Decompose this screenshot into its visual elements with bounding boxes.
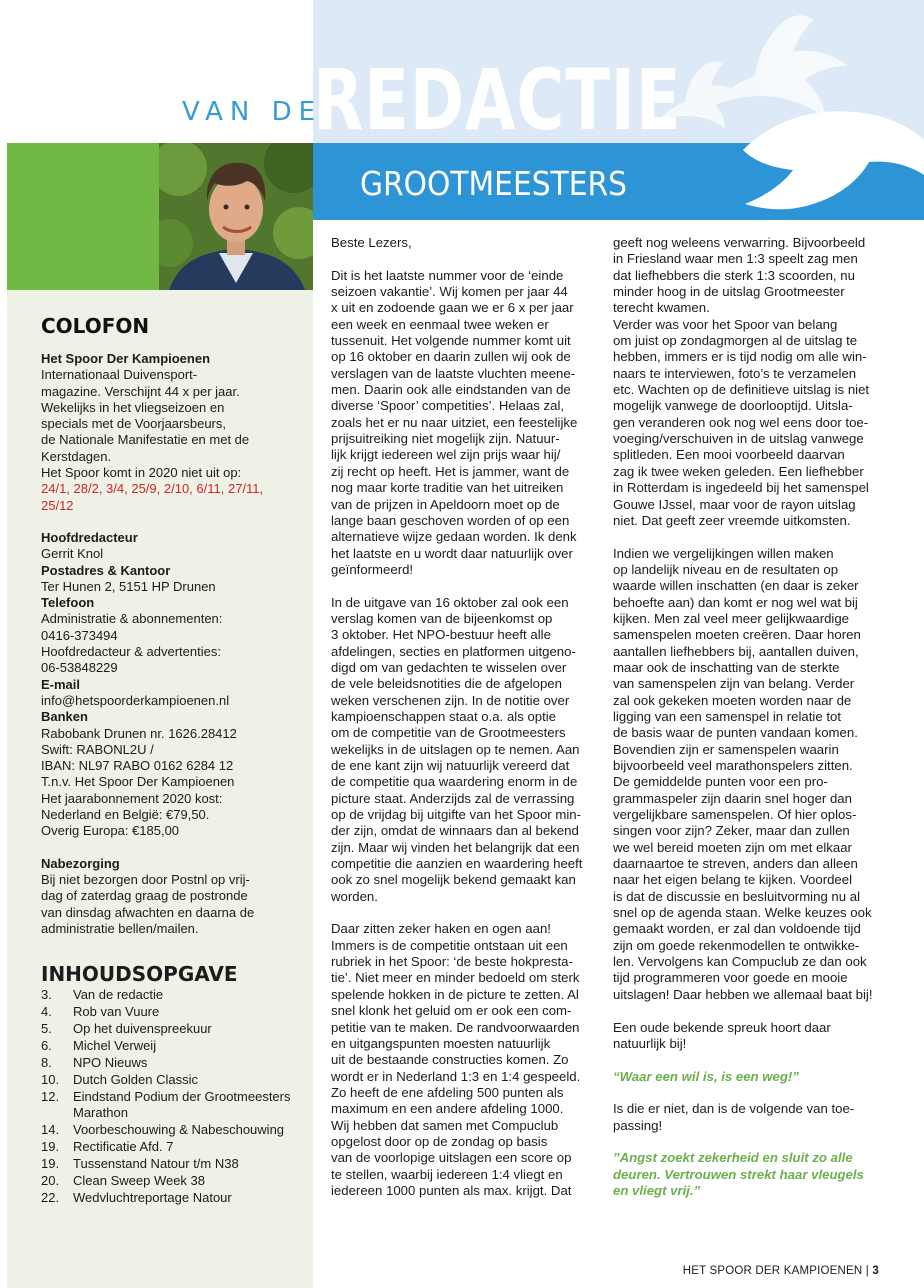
article-line: behoefte aan) dan komt er nog wel wat bij xyxy=(613,594,858,610)
article-line: Bovendien zijn er samenspelen waarin xyxy=(613,741,839,757)
article-line: petitie van te maken. De randvoorwaarden xyxy=(331,1019,580,1035)
article-line: deuren. Vertrouwen strekt haar vleugels xyxy=(613,1166,864,1182)
article-line: zag ik twee weken geleden. Een liefhebber xyxy=(613,463,864,479)
contents-item xyxy=(41,1055,313,1072)
article-line: passing! xyxy=(613,1117,663,1133)
article-paragraph xyxy=(331,595,593,906)
article-line: gen veranderen ook nog wel eens door toe- xyxy=(613,414,869,430)
article-column-2 xyxy=(613,235,875,1216)
article-line: om juist op zondagmorgen al de uitslag te xyxy=(613,333,858,349)
article-line: niet. Dat geeft zeer vreemde uitkomsten. xyxy=(613,512,851,528)
article-line: afdelingen, secties en platformen uitgeno- xyxy=(331,643,576,659)
green-accent-strip xyxy=(7,143,159,220)
footer-magazine-name: HET SPOOR DER KAMPIOENEN xyxy=(682,1265,863,1277)
article-line: In de uitgave van 16 oktober zal ook een xyxy=(331,594,569,610)
article-line: de ene kant zijn wij natuurlijk vereerd dat xyxy=(331,758,570,773)
colofon-description-line: specials met de Voorjaarsbeurs, xyxy=(41,416,226,432)
article-line: bijvoorbeeld veel marathonspelers zitten. xyxy=(613,758,853,773)
article-line: singen voor zijn? Zeker, maar dan zullen xyxy=(613,823,850,839)
article-line: men. Daarin ook alle eindstanden van de xyxy=(331,382,571,398)
article-line: digd om van gedachten te wisselen over xyxy=(331,659,567,675)
article-line: Wij hebben dat samen met Compuclub xyxy=(331,1117,559,1133)
article-line: tie’. Niet meer en minder bedoeld om sterk xyxy=(331,970,580,986)
contents-item xyxy=(41,1122,313,1139)
no-issue-dates: 25/12 xyxy=(41,497,74,513)
contents-item-number: 20. xyxy=(41,1173,60,1189)
article-line: om de competitie van de Grootmeesters xyxy=(331,725,566,741)
article-line: picture staat. Anderzijds zal de verrassing xyxy=(331,790,575,806)
page-footer xyxy=(683,1265,879,1277)
aftercare-line: Bij niet bezorgen door Postnl op vrij- xyxy=(41,871,250,887)
article-line: len. Vervolgens kan Compuclub ze dan ook xyxy=(613,954,867,970)
contents-item-number: 6. xyxy=(41,1037,52,1053)
contents-item-number: 8. xyxy=(41,1054,52,1070)
contents-item-number: 10. xyxy=(41,1071,60,1087)
article-line: samenspelen moeten creëren. Daar horen xyxy=(613,627,861,643)
article-line: van de voorlopige uitslagen een score op xyxy=(331,1150,572,1166)
article-line: geïnformeerd! xyxy=(331,561,414,577)
article-line: mogelijk vanwege de doorlooptijd. Uitsla- xyxy=(613,398,853,414)
contents-item-title: Van de redactie xyxy=(73,987,164,1003)
contents-item-number: 12. xyxy=(41,1088,60,1104)
article-line: lijk krijgt iedereen wel zijn prijs waar hij/ xyxy=(331,447,561,463)
aftercare-line: van dinsdag afwachten en daarna de xyxy=(41,904,255,920)
page-number: 3 xyxy=(872,1265,879,1277)
editor-label: Hoofdredacteur xyxy=(41,529,138,545)
banks-line: Nederland en België: €79,50. xyxy=(41,807,210,823)
article-paragraph xyxy=(331,921,593,1199)
article-line: van de prijzen in Apeldoorn moet op de xyxy=(331,496,560,512)
article-line: terecht kwamen. xyxy=(613,300,710,316)
article-line: seizoen vakantie’. Wij komen per jaar 44 xyxy=(331,284,568,300)
article-line: en vliegt vrij.” xyxy=(613,1182,701,1198)
article-line: en uitgangspunten moesten natuurlijk xyxy=(331,1035,551,1051)
article-line: 3 oktober. Het NPO-bestuur heeft alle xyxy=(331,627,551,643)
article-line: Beste Lezers, xyxy=(331,235,412,250)
article-line: Indien we vergelijkingen willen maken xyxy=(613,545,834,561)
article-line: weken verschenen zijn. In de notitie over xyxy=(331,692,570,708)
article-line: wordt er in Nederland 1:3 en 1:4 gespeeld. xyxy=(331,1068,581,1084)
article-line: “Waar een wil is, is een weg!” xyxy=(613,1068,799,1084)
colofon-description-line: Wekelijks in het vliegseizoen en xyxy=(41,399,225,415)
article-line: de vele beleidsnotities die de afgelopen xyxy=(331,676,562,692)
colofon-description-line: Internationaal Duivensport- xyxy=(41,367,198,383)
contents-item xyxy=(41,987,313,1004)
article-line: De gemiddelde punten voor een pro- xyxy=(613,774,828,790)
article-line: ”Angst zoekt zekerheid en sluit zo alle xyxy=(613,1150,853,1166)
contents-heading: INHOUDSOPGAVE xyxy=(41,962,238,987)
article-line: van samenspelen zijn van belang. Verder xyxy=(613,676,855,692)
article-line: Verder was voor het Spoor van belang xyxy=(613,316,838,332)
banks-line: Overig Europa: €185,00 xyxy=(41,823,180,839)
article-line: daarnaartoe te streven, anders dan alleen xyxy=(613,856,858,872)
article-paragraph xyxy=(331,268,593,579)
contents-item-title: Clean Sweep Week 38 xyxy=(73,1173,206,1189)
article-line: grammaspeler zijn daarin snel hoger dan xyxy=(613,790,852,806)
article-line: prijsuitreiking niet mogelijk zijn. Natuur- xyxy=(331,431,560,447)
editor-name: Gerrit Knol xyxy=(41,546,104,562)
contents-item xyxy=(41,1173,313,1190)
article-line: op landelijk niveau en de resultaten op xyxy=(613,561,839,577)
email-link[interactable]: info@hetspoorderkampioenen.nl xyxy=(41,692,230,708)
header-kicker: VAN DE xyxy=(182,97,323,127)
green-accent-block xyxy=(7,220,159,290)
article-line: verslagen van de laatste vluchten meene- xyxy=(331,365,576,381)
article-line: uitslagen! Daar hebben we allemaal baat bij! xyxy=(613,986,873,1002)
article-line: worden. xyxy=(331,888,378,904)
article-line: snel op de agenda staan. Welke keuzes ook xyxy=(613,905,872,921)
contents-item-title: Tussenstand Natour t/m N38 xyxy=(73,1156,239,1172)
contents-item xyxy=(41,1156,313,1173)
article-line: etc. Wachten op de definitieve uitslag is niet xyxy=(613,382,870,398)
phone-line: Administratie & abonnementen: xyxy=(41,611,223,627)
article-line: minder hoog in de uitslag Grootmeester xyxy=(613,284,845,300)
article-line: waarde willen inschatten (en daar is zeker xyxy=(613,578,859,594)
article-line: tijd programmeren voor goede en mooie xyxy=(613,970,848,986)
article-line: snel klonk het geluid om er ook een com- xyxy=(331,1003,572,1019)
phone-label: Telefoon xyxy=(41,595,95,611)
contents-item-title: Eindstand Podium der Grootmeesters xyxy=(73,1088,291,1104)
article-line: alternatieve wijze gedaan worden. Ik denk xyxy=(331,529,577,545)
contents-item-title: Wedvluchtreportage Natour xyxy=(73,1189,232,1205)
colofon-description-line: de Nationale Manifestatie en met de xyxy=(41,432,250,448)
article-line: spelende hokken in de picture te zetten. Al xyxy=(331,986,579,1002)
contents-item xyxy=(41,1038,313,1055)
article-line: nog maar korte traditie van het uitreiken xyxy=(331,480,564,496)
contents-item-number xyxy=(41,1105,73,1122)
colofon-description-line: Het Spoor komt in 2020 niet uit op: xyxy=(41,465,242,481)
address-label: Postadres & Kantoor xyxy=(41,562,171,578)
article-line: x uit en zodoende gaan we er 6 x per jaar xyxy=(331,300,574,316)
article-title: GROOTMEESTERS xyxy=(360,164,627,203)
contents-item-title: Rob van Vuure xyxy=(73,1004,160,1019)
article-column-1 xyxy=(331,235,593,1216)
contents-item xyxy=(41,1021,313,1038)
article-line: Dit is het laatste nummer voor de ‘einde xyxy=(331,267,564,283)
article-paragraph xyxy=(331,235,593,251)
article-line: voeging/verschuiven in de uitslag vanwege xyxy=(613,431,864,447)
contents-item-title: Voorbeschouwing & Nabeschouwing xyxy=(73,1122,285,1138)
article-line: op de vrijdag bij uitgifte van het Spoor min- xyxy=(331,807,581,823)
article-line: competitie die aanzien en waardering heeft xyxy=(331,856,583,872)
article-line: zijn om goede rekenmodellen te ontwikke- xyxy=(613,937,860,953)
colofon-description-line: magazine. Verschijnt 44 x per jaar. xyxy=(41,383,240,399)
article-line: in Friesland waar men 1:3 speelt zag men xyxy=(613,251,858,267)
article-line: ligging van een samenspel in relatie tot xyxy=(613,708,841,724)
editor-portrait xyxy=(159,143,313,290)
article-line: de competitie qua waardering enorm in de xyxy=(331,774,578,790)
article-line: opgelost door op de zondag op basis xyxy=(331,1133,548,1149)
phone-line: 06-53848229 xyxy=(41,660,118,676)
contents-item-number: 19. xyxy=(41,1139,60,1155)
article-line: zoals het er nu naar uitziet, een feestelijke xyxy=(331,414,578,430)
contents-item xyxy=(41,1139,313,1156)
banks-line: T.n.v. Het Spoor Der Kampioenen xyxy=(41,774,235,790)
contents-list xyxy=(41,987,313,1207)
article-line: dat liefhebbers die sterk 1:3 scoorden, nu xyxy=(613,267,855,283)
article-line: Immers is de competitie ontstaan uit een xyxy=(331,937,568,953)
article-line: Is die er niet, dan is de volgende van toe- xyxy=(613,1101,855,1117)
article-line: op 16 oktober en daarin zullen wij ook de xyxy=(331,349,571,365)
article-line: Daar zitten zeker haken en ogen aan! xyxy=(331,921,551,937)
aftercare-label: Nabezorging xyxy=(41,855,120,871)
phone-line: Hoofdredacteur & advertenties: xyxy=(41,644,221,660)
article-paragraph xyxy=(613,1101,875,1134)
contents-item-title: Marathon xyxy=(73,1105,128,1121)
banks-line: Rabobank Drunen nr. 1626.28412 xyxy=(41,725,237,741)
article-line: kijken. Men zal veel meer gelijkwaardige xyxy=(613,610,850,626)
article-line: tussenuit. Het volgende nummer komt uit xyxy=(331,333,571,349)
contents-item-title: Op het duivenspreekuur xyxy=(73,1020,212,1036)
article-line: Gouwe IJssel, maar voor de rayon uitslag xyxy=(613,496,856,512)
article-line: zij recht op heeft. Het is jammer, want de xyxy=(331,463,570,479)
banks-line: Het jaarabonnement 2020 kost: xyxy=(41,790,223,806)
banks-line: Swift: RABONL2U / xyxy=(41,741,154,757)
article-line: we wel bereid moeten zijn om met elkaar xyxy=(613,839,852,855)
article-line: natuurlijk bij! xyxy=(613,1035,687,1051)
no-issue-dates: 24/1, 28/2, 3/4, 25/9, 2/10, 6/11, 27/11, xyxy=(41,481,264,497)
article-line: der zijn, omdat de winnaars dan al bekend xyxy=(331,823,579,839)
address: Ter Hunen 2, 5151 HP Drunen xyxy=(41,578,216,594)
article-line: aantallen liefhebbers bij, aantallen duiven, xyxy=(613,643,859,659)
article-line: een week en eenmaal twee weken er xyxy=(331,316,549,332)
contents-item xyxy=(41,1190,313,1207)
article-line: diverse ‘Spoor’ competities’. Helaas zal, xyxy=(331,398,565,414)
article-line: iedereen 1000 punten als max. krijgt. Dat xyxy=(331,1182,572,1198)
article-quote xyxy=(613,1150,875,1199)
article-line: vergelijkbare samenspelen. Of hier oplos- xyxy=(613,807,857,823)
article-line: kampioenschappen staat o.a. als optie xyxy=(331,708,557,724)
article-line: rubriek in het Spoor: ‘de beste hokpresta- xyxy=(331,954,573,970)
colofon-sidebar xyxy=(7,290,313,1288)
article-line: naars te interviewen, foto’s te verzamelen xyxy=(613,365,857,381)
article-line: Zo heeft de ene afdeling 500 punten als xyxy=(331,1084,564,1100)
article-line: wekelijks in de uitslagen op te nemen. Aan xyxy=(331,741,580,757)
article-paragraph xyxy=(613,546,875,1004)
article-line: geeft nog weleens verwarring. Bijvoorbeeld xyxy=(613,235,866,250)
contents-item-number: 3. xyxy=(41,987,52,1003)
contents-item-number: 14. xyxy=(41,1122,60,1138)
phone-line: 0416-373494 xyxy=(41,627,118,643)
header-title-text: REDACTIE xyxy=(313,51,682,142)
colofon-description-line: Kerstdagen. xyxy=(41,448,112,464)
article-line: in Rotterdam is ingedeeld bij het samenspel xyxy=(613,480,869,496)
contents-item-title: Dutch Golden Classic xyxy=(73,1071,198,1087)
contents-item-number: 19. xyxy=(41,1156,60,1172)
article-line: Een oude bekende spreuk hoort daar xyxy=(613,1019,831,1035)
article-line: gemaakt worden, er zal dan voldoende tijd xyxy=(613,921,861,937)
article-line: splitleden. Een mooi voorbeeld daarvan xyxy=(613,447,845,463)
footer-separator: | xyxy=(865,1265,869,1277)
article-line: uit de bestaande constructies komen. Zo xyxy=(331,1052,569,1068)
article-line: maximum en een andere afdeling 1000. xyxy=(331,1101,564,1117)
article-line: hebben, immers er is tijd nodig om alle win- xyxy=(613,349,867,365)
article-line: maar ook de inschatting van de sterkte xyxy=(613,659,840,675)
banks-label: Banken xyxy=(41,709,88,725)
article-line: zal ook gekeken moeten worden naar de xyxy=(613,692,852,708)
article-quote xyxy=(613,1069,875,1085)
magazine-name: Het Spoor Der Kampioenen xyxy=(41,351,211,366)
article-paragraph xyxy=(613,1020,875,1053)
contents-item-title: Michel Verweij xyxy=(73,1037,157,1053)
contents-item xyxy=(41,1105,313,1122)
article-line: ook zo snel mogelijk bekend gemaakt kan xyxy=(331,872,576,888)
contents-item-number: 5. xyxy=(41,1020,52,1036)
contents-item xyxy=(41,1089,313,1106)
colofon-heading: COLOFON xyxy=(41,314,150,338)
article-line: naar het eigen belang te kijken. Voordeel xyxy=(613,872,853,888)
contents-item-number: 4. xyxy=(41,1004,52,1019)
banks-line: IBAN: NL97 RABO 0162 6284 12 xyxy=(41,758,234,774)
article-line: te stellen, waarbij iedereen 1:4 vliegt en xyxy=(331,1166,563,1182)
header-title xyxy=(313,50,785,142)
aftercare-line: administratie bellen/mailen. xyxy=(41,920,199,936)
article-line: lange baan geschoven worden of op een xyxy=(331,512,570,528)
contents-item xyxy=(41,1072,313,1089)
contents-item-number: 22. xyxy=(41,1189,60,1205)
article-line: de basis waar de punten vandaan komen. xyxy=(613,725,858,741)
aftercare-line: dag of zaterdag graag de postronde xyxy=(41,888,248,904)
article-paragraph xyxy=(613,235,875,529)
article-line: verslag komen van de bijeenkomst op xyxy=(331,610,553,626)
contents-item-title: NPO Nieuws xyxy=(73,1054,148,1070)
email-label: E-mail xyxy=(41,676,81,692)
article-line: het laatste en u wordt daar natuurlijk over xyxy=(331,545,573,561)
article-line: is dat de discussie en besluitvorming nu al xyxy=(613,888,861,904)
contents-item-title: Rectificatie Afd. 7 xyxy=(73,1139,174,1155)
contents-item xyxy=(41,1004,313,1021)
article-line: zijn. Maar wij vinden het belangrijk dat een xyxy=(331,839,580,855)
